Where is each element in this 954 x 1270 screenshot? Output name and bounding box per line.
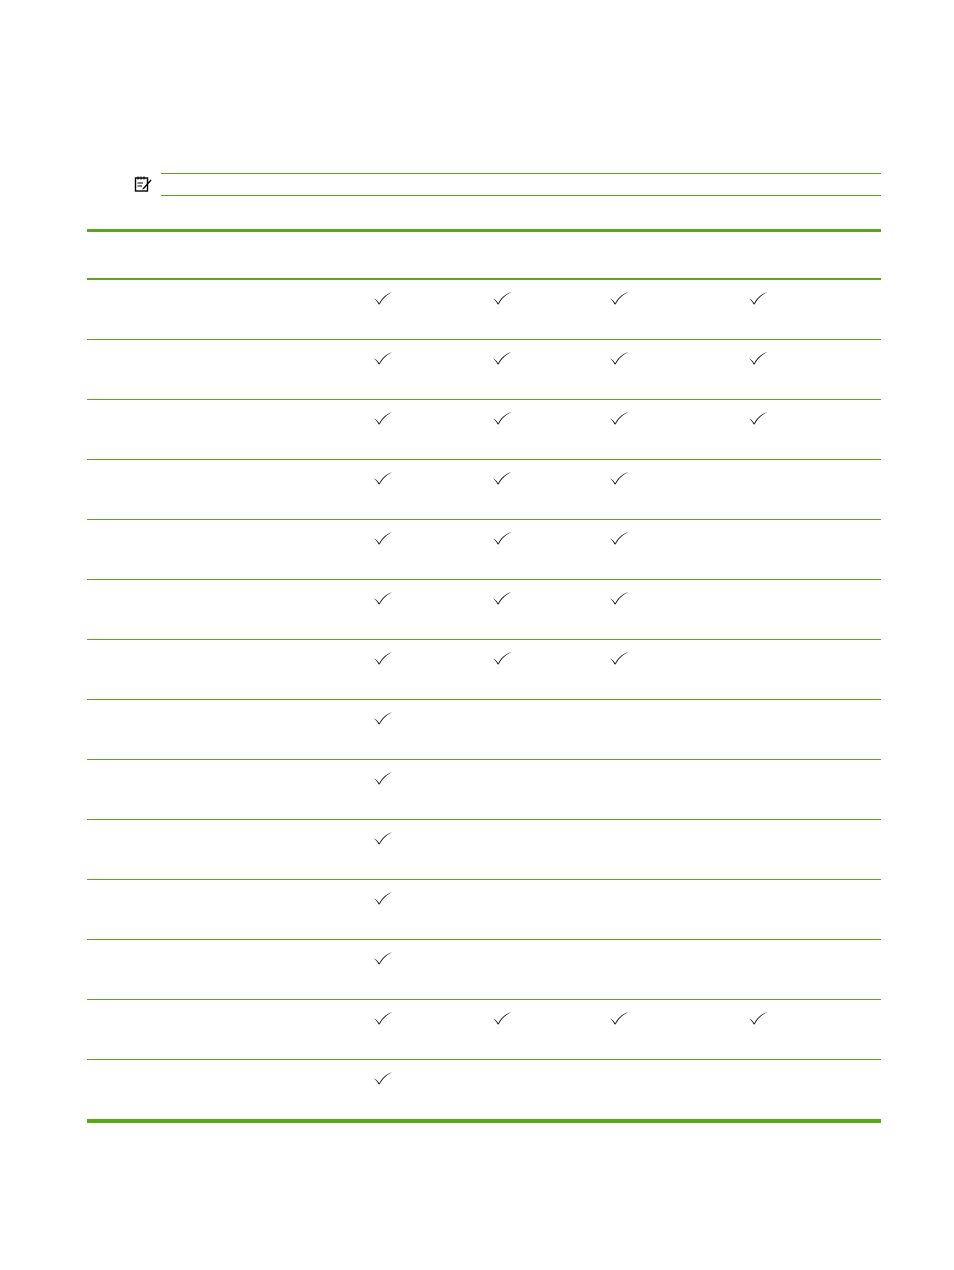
checkmark-icon — [748, 1011, 768, 1025]
table-row — [87, 760, 881, 820]
checkmark-icon — [492, 1011, 512, 1025]
checkmark-icon — [492, 291, 512, 305]
table-row — [87, 340, 881, 400]
checkmark-icon — [373, 1071, 393, 1085]
check-cell — [492, 351, 512, 365]
checkmark-icon — [492, 531, 512, 545]
check-cell — [373, 351, 393, 365]
checkmark-icon — [609, 591, 629, 605]
table-row — [87, 820, 881, 880]
check-cell — [373, 891, 393, 905]
check-cell — [609, 471, 629, 485]
checkmark-icon — [373, 891, 393, 905]
checkmark-icon — [373, 351, 393, 365]
check-cell — [492, 291, 512, 305]
table-row — [87, 520, 881, 580]
check-cell — [373, 831, 393, 845]
table-row — [87, 580, 881, 640]
check-cell — [492, 411, 512, 425]
checkmark-icon — [609, 1011, 629, 1025]
table-body — [87, 280, 881, 1123]
check-cell — [609, 291, 629, 305]
check-cell — [373, 951, 393, 965]
check-cell — [373, 471, 393, 485]
check-cell — [373, 651, 393, 665]
feature-table — [87, 229, 881, 1123]
check-cell — [492, 471, 512, 485]
checkmark-icon — [748, 411, 768, 425]
table-header — [87, 229, 881, 280]
check-cell — [373, 591, 393, 605]
checkmark-icon — [373, 591, 393, 605]
table-row — [87, 640, 881, 700]
table-row — [87, 280, 881, 340]
checkmark-icon — [492, 411, 512, 425]
checkmark-icon — [609, 531, 629, 545]
checkmark-icon — [609, 351, 629, 365]
check-cell — [609, 351, 629, 365]
check-cell — [373, 711, 393, 725]
checkmark-icon — [373, 291, 393, 305]
check-cell — [609, 651, 629, 665]
checkmark-icon — [373, 711, 393, 725]
checkmark-icon — [492, 471, 512, 485]
check-cell — [373, 1011, 393, 1025]
table-row — [87, 1000, 881, 1060]
checkmark-icon — [609, 471, 629, 485]
checkmark-icon — [492, 591, 512, 605]
check-cell — [609, 1011, 629, 1025]
checkmark-icon — [373, 951, 393, 965]
table-row — [87, 940, 881, 1000]
table-row — [87, 700, 881, 760]
checkmark-icon — [492, 351, 512, 365]
checkmark-icon — [609, 291, 629, 305]
table-row — [87, 880, 881, 940]
checkmark-icon — [373, 771, 393, 785]
check-cell — [373, 531, 393, 545]
table-row — [87, 1060, 881, 1123]
checkmark-icon — [373, 471, 393, 485]
check-cell — [492, 591, 512, 605]
check-cell — [492, 531, 512, 545]
check-cell — [609, 591, 629, 605]
note-pad-icon — [134, 175, 152, 193]
checkmark-icon — [748, 291, 768, 305]
checkmark-icon — [748, 351, 768, 365]
checkmark-icon — [373, 411, 393, 425]
checkmark-icon — [373, 651, 393, 665]
note-rule-top — [161, 173, 881, 174]
table-row — [87, 460, 881, 520]
check-cell — [492, 1011, 512, 1025]
checkmark-icon — [609, 651, 629, 665]
check-cell — [373, 411, 393, 425]
note-rule-bottom — [161, 195, 881, 196]
check-cell — [748, 411, 768, 425]
checkmark-icon — [373, 1011, 393, 1025]
check-cell — [609, 411, 629, 425]
checkmark-icon — [373, 531, 393, 545]
checkmark-icon — [492, 651, 512, 665]
checkmark-icon — [373, 831, 393, 845]
check-cell — [373, 771, 393, 785]
check-cell — [748, 291, 768, 305]
check-cell — [373, 291, 393, 305]
check-cell — [609, 531, 629, 545]
checkmark-icon — [609, 411, 629, 425]
check-cell — [492, 651, 512, 665]
check-cell — [373, 1071, 393, 1085]
check-cell — [748, 1011, 768, 1025]
check-cell — [748, 351, 768, 365]
table-row — [87, 400, 881, 460]
